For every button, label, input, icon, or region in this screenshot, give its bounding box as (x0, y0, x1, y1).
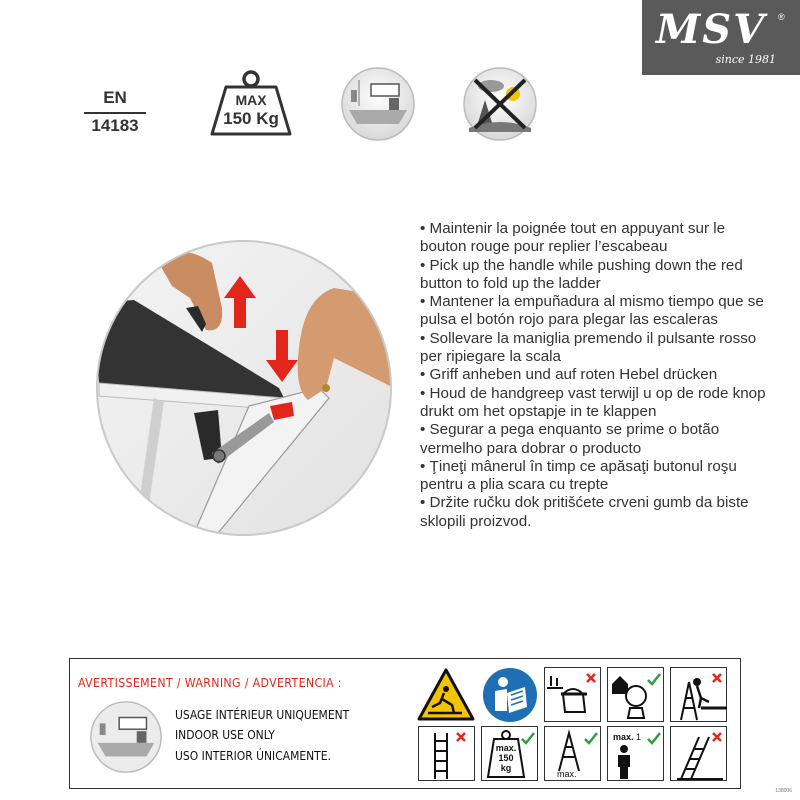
indoor-use-small-icon (88, 699, 164, 775)
reference-code: 138006 (775, 788, 792, 794)
max-load-label: max. (495, 743, 517, 753)
max-load-value: 150 (498, 753, 514, 763)
brand-logo (642, 0, 800, 75)
one-person-icon (607, 726, 664, 781)
no-side-use-icon (418, 726, 475, 781)
brand-name: MSV (656, 6, 767, 53)
max-weight-value: 150 Kg (223, 109, 279, 128)
folding-illustration (94, 238, 394, 538)
warning-title: AVERTISSEMENT / WARNING / ADVERTENCIA : (78, 675, 342, 690)
norm-number: 14183 (91, 116, 139, 135)
max-weight-icon (210, 70, 292, 138)
no-ladder-angle-icon (670, 726, 727, 781)
brand-since: since 1981 (715, 53, 776, 66)
consult-person-icon (607, 667, 664, 722)
max-load-icon (481, 726, 538, 781)
max-load-unit: kg (500, 763, 512, 773)
warning-box (69, 658, 741, 789)
max-step-height-icon (544, 726, 601, 781)
norm-divider (84, 112, 146, 114)
usage-fr: USAGE INTÉRIEUR UNIQUEMENT (175, 707, 350, 722)
instruction-hr: • Držite ručku dok pritišćete crveni gumb da biste sklopili proizvod. (420, 494, 749, 530)
read-manual-icon (481, 667, 539, 723)
folding-instructions (420, 220, 770, 531)
no-head-work-icon (544, 667, 601, 722)
max-weight-label: MAX (235, 92, 267, 108)
no-outdoor-use-icon (461, 66, 539, 142)
max-persons-label: max. (613, 732, 634, 742)
norm-label: EN (103, 88, 127, 107)
instruction-es: • Mantener la empuñadura al mismo tiempo que se pulsa el botón rojo para plegar las escaleras (420, 293, 764, 329)
instruction-it: • Sollevare la maniglia premendo il pulsante rosso per ripiegare la scala (420, 329, 757, 366)
max-persons-value: 1 (636, 732, 642, 742)
instruction-en: • Pick up the handle while pushing down the red button to fold up the ladder (420, 256, 743, 292)
instruction-de: • Griff anheben und auf roten Hebel drücken (420, 366, 718, 384)
max-height-label: max. (557, 769, 577, 779)
instruction-nl: • Houd de handgreep vast terwijl u op de rode knop drukt om het opstapje in te klappen (420, 384, 766, 420)
norm-badge (84, 88, 146, 136)
instruction-fr: • Maintenir la poignée tout en appuyant sur le bouton rouge pour replier l’escabeau (420, 220, 726, 256)
indoor-use-icon (339, 66, 417, 142)
instruction-ro: • Ţineţi mânerul în timp ce apăsaţi butonul roşu pentru a plia scara cu trepte (420, 457, 737, 494)
no-overreach-icon (670, 667, 727, 722)
instruction-pt: • Segurar a pega enquanto se prime o botão vermelho para dobrar o producto (420, 421, 720, 457)
slip-caution-icon (416, 667, 476, 723)
registered-mark: ® (778, 12, 785, 22)
usage-es: USO INTERIOR ÚNICAMENTE. (175, 748, 331, 763)
usage-en: INDOOR USE ONLY (175, 727, 275, 742)
